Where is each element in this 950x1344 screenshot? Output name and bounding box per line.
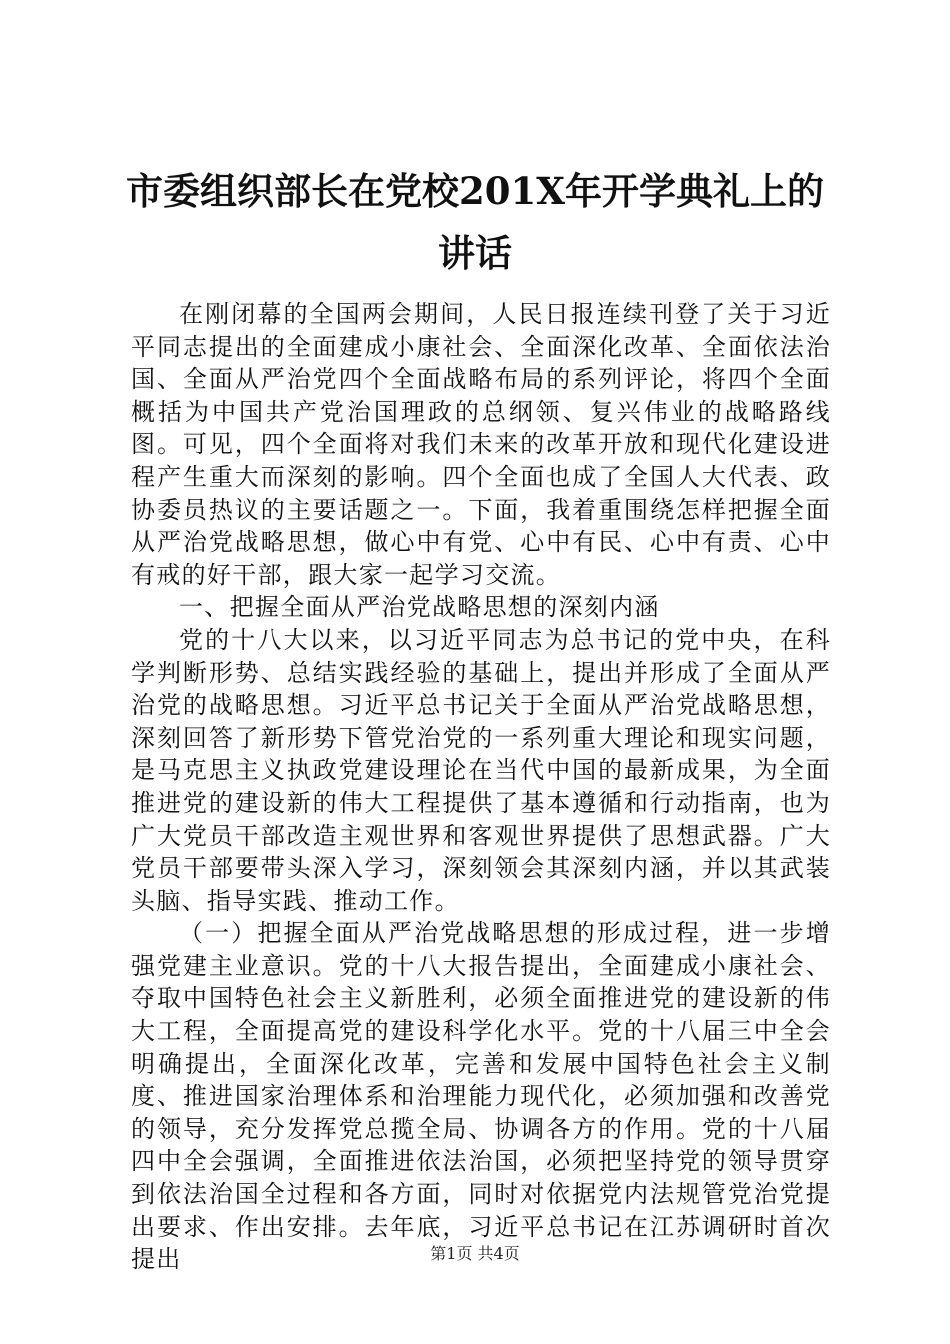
document-title: 市委组织部长在党校201X年开学典礼上的讲话 [126, 169, 824, 275]
paragraph-section-1: 党的十八大以来，以习近平同志为总书记的党中央，在科学判断形势、总结实践经验的基础上，提出并形成了全面从严治党的战略思想。习近平总书记关于全面从严治党战略思想，深刻回答了新形势下管党治党的一系列重大理论和现实问题，是马克思主义执政党建设理论在当代中国的最新成果，为全面推进党的建设新的伟大工程提供了基本遵循和行动指南，也为广大党员干部改造主观世界和客观世界提供了思想武器。广大党员干部要带头深入学习，深刻领会其深刻内涵，并以其武装头脑、指导实践、推动工作。 [131, 625, 831, 915]
section-heading-1: 一、把握全面从严治党战略思想的深刻内涵 [179, 593, 660, 622]
paragraph-intro: 在刚闭幕的全国两会期间，人民日报连续刊登了关于习近平同志提出的全面建成小康社会、全面深化改革、全面依法治国、全面从严治党四个全面战略布局的系列评论，将四个全面概括为中国共产党治国理政的总纲领、复兴伟业的战略路线图。可见，四个全面将对我们未来的改革开放和现代化建设进程产生重大而深刻的影响。四个全面也成了全国人大代表、政协委员热议的主要话题之一。下面，我着重围绕怎样把握全面从严治党战略思想，做心中有党、心中有民、心中有责、心中有戒的好干部，跟大家一起学习交流。 [131, 300, 831, 589]
paragraph-subsection-1: （一）把握全面从严治党战略思想的形成过程，进一步增强党建主业意识。党的十八大报告提出，全面建成小康社会、夺取中国特色社会主义新胜利，必须全面推进党的建设新的伟大工程，全面提高党的建设科学化水平。党的十八届三中全会明确提出，全面深化改革，完善和发展中国特色社会主义制度、推进国家治理体系和治理能力现代化，必须加强和改善党的领导，充分发挥党总揽全局、协调各方的作用。党的十八届四中全会强调，全面推进依法治国，必须把坚持党的领导贯穿到依法治国全过程和各方面，同时对依据党内法规管党治党提出要求、作出安排。去年底，习近平总书记在江苏调研时首次提出 [131, 919, 831, 1274]
document-body [131, 298, 831, 1276]
page-number-footer: 第1页 共4页 [430, 1244, 520, 1263]
